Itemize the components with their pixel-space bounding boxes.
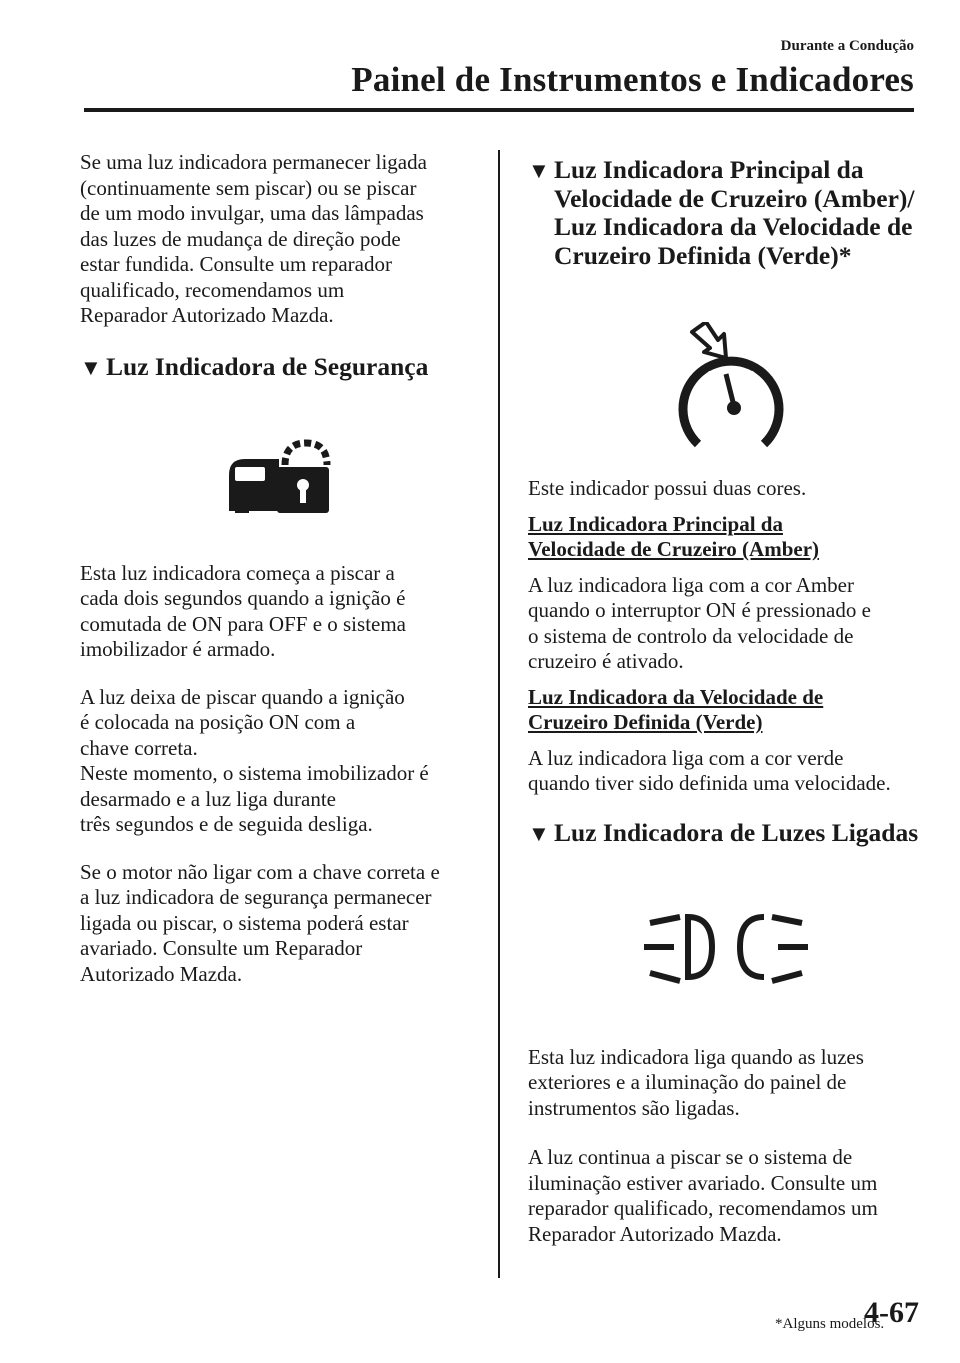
security-paragraph-3: Se o motor não ligar com a chave correta e a luz indicadora de segurança permanecer ligada ou piscar, o sistema poderá estar avariado. Consulte um Reparador Autorizado Mazda.	[80, 859, 440, 986]
column-divider	[498, 150, 500, 1278]
page-title: Painel de Instrumentos e Indicadores	[351, 60, 914, 99]
page-number: 4-67	[864, 1296, 919, 1329]
lights-title-text: Luz Indicadora de Luzes Ligadas	[554, 817, 919, 847]
left-column	[80, 150, 475, 987]
section-triangle-icon: ▼	[528, 820, 550, 846]
header-chapter: Durante a Condução	[780, 38, 914, 54]
lights-paragraph-1: Esta luz indicadora liga quando as luzes exteriores e a iluminação do painel de instrumentos são ligadas.	[528, 1044, 864, 1120]
cruise-set-subheading: Luz Indicadora da Velocidade de Cruzeiro Definida (Verde)	[528, 684, 824, 734]
section-triangle-icon: ▼	[80, 354, 102, 380]
cruise-section-title	[528, 156, 923, 270]
lights-paragraph-2: A luz continua a piscar se o sistema de iluminação estiver avariado. Consulte um reparador qualificado, recomendamos um Reparador Autorizado Mazda.	[528, 1145, 878, 1246]
security-paragraph-2: A luz deixa de piscar quando a ignição é colocada na posição ON com a chave correta. Neste momento, o sistema imobilizador é desarmado e a luz liga durante três segundos e de seguida desliga.	[80, 684, 429, 836]
cruise-intro: Este indicador possui duas cores.	[528, 476, 807, 500]
cruise-set-text: A luz indicadora liga com a cor verde quando tiver sido definida uma velocidade.	[528, 745, 891, 795]
security-paragraph-1: Esta luz indicadora começa a piscar a cada dois segundos quando a ignição é comutada de ON para OFF e o sistema imobilizador é armado.	[80, 560, 407, 661]
security-lock-car-icon	[223, 439, 333, 515]
intro-paragraph: Se uma luz indicadora permanecer ligada (continuamente sem piscar) ou se piscar de um modo invulgar, uma das lâmpadas das luzes de mudança de direção pode estar fundida. Consulte um reparador qualificado, recomendamos um Reparador Autorizado Mazda.	[80, 150, 427, 327]
cruise-main-subheading: Luz Indicadora Principal da Velocidade de Cruzeiro (Amber)	[528, 511, 820, 561]
section-triangle-icon: ▼	[528, 158, 550, 183]
security-title-text: Luz Indicadora de Segurança	[106, 351, 429, 381]
lights-section-title	[528, 819, 923, 849]
cruise-speedometer-icon	[666, 322, 786, 452]
footer-note: *Alguns modelos.	[775, 1316, 885, 1332]
cruise-main-text: A luz indicadora liga com a cor Amber quando o interruptor ON é pressionado e o sistema de controlo da velocidade de cruzeiro é ativado.	[528, 572, 871, 673]
right-column	[528, 156, 923, 1247]
security-section-title	[80, 353, 475, 383]
header-rule	[84, 108, 914, 112]
cruise-title-text: Luz Indicadora Principal da Velocidade de Cruzeiro (Amber)/ Luz Indicadora da Velocidade de Cruzeiro Definida (Verde)*	[554, 155, 915, 270]
lights-on-icon	[636, 903, 816, 993]
